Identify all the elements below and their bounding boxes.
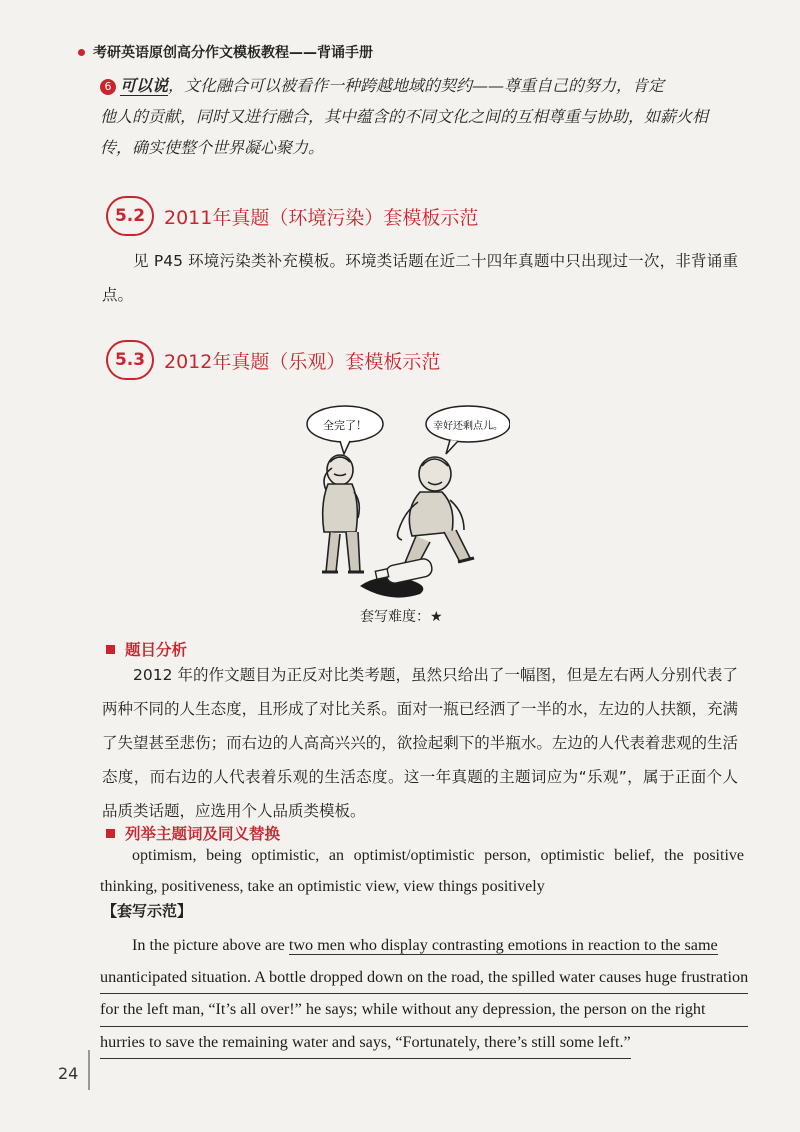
speech-bubble-tail bbox=[340, 441, 350, 454]
header-title: 考研英语原创高分作文模板教程——背诵手册 bbox=[93, 45, 373, 61]
square-bullet-icon bbox=[106, 829, 115, 838]
sample-essay bbox=[100, 930, 748, 1059]
section-number-badge: 5.2 bbox=[106, 196, 154, 236]
para6-lead: 可以说 bbox=[120, 76, 169, 95]
sad-man-figure bbox=[322, 455, 364, 572]
section-5-2-heading bbox=[106, 196, 478, 236]
para6-line3: 传，确实使整个世界凝心聚力。 bbox=[100, 138, 325, 157]
sample-line-1-underlined: two men who display contrasting emotions in reaction to the same bbox=[288, 936, 718, 954]
synonyms-heading-text: 列举主题词及同义替换 bbox=[125, 825, 281, 843]
spilled-bottle bbox=[360, 557, 433, 597]
speech-bubble-tail bbox=[446, 440, 458, 454]
section-5-3-heading bbox=[106, 340, 440, 380]
bubble-right-text: 幸好还剩点儿。 bbox=[433, 421, 503, 432]
page-number: 24 bbox=[58, 1064, 79, 1083]
sample-line-1 bbox=[100, 930, 748, 962]
sample-label: 【套写示范】 bbox=[102, 902, 193, 920]
sample-line-2: unanticipated situation. A bottle dropped down on the road, the spilled water causes huge frustration bbox=[100, 962, 748, 995]
square-bullet-icon bbox=[106, 645, 115, 654]
section-title: 2011年真题（环境污染）套模板示范 bbox=[164, 206, 479, 229]
para6-line2: 他人的贡献，同时又进行融合，其中蕴含的不同文化之间的互相尊重与协助，如薪火相 bbox=[100, 107, 709, 126]
synonyms-body: optimism, being optimistic, an optimist/optimistic person, optimistic belief, the positive thinking, positiveness, take an optimistic view, view things positively bbox=[100, 847, 744, 895]
difficulty-rating: 套写难度：★ bbox=[360, 609, 443, 625]
bullet-icon bbox=[78, 49, 85, 56]
running-header bbox=[78, 42, 373, 62]
happy-man-figure bbox=[398, 457, 475, 572]
sample-line-3: for the left man, “It’s all over!” he says; while without any depression, the person on the right bbox=[100, 994, 748, 1027]
para6-line1: ，文化融合可以被看作一种跨越地域的契约——尊重自己的努力，肯定 bbox=[168, 76, 665, 95]
analysis-body: 2012 年的作文题目为正反对比类考题，虽然只给出了一幅图，但是左右两人分别代表了两种不同的人生态度，且形成了对比关系。面对一瓶已经洒了一半的水，左边的人扶额，充满了失望甚至悲伤；而右边的人高高兴兴的，欲捡起剩下的半瓶水。左边的人代表着悲观的生活态度，而右边的人代表着乐观的生活态度。这一年真题的主题词应为“乐观”，属于正面个人品质类话题，应选用个人品质类模板。 bbox=[102, 666, 738, 820]
section-5-2-body: 见 P45 环境污染类补充模板。环境类话题在近二十四年真题中只出现过一次，非背诵重点。 bbox=[102, 252, 738, 304]
paragraph-number-badge: 6 bbox=[100, 79, 116, 95]
cartoon-illustration bbox=[300, 402, 510, 602]
page-number-rule bbox=[88, 1050, 90, 1090]
sample-line-1-plain: In the picture above are bbox=[132, 936, 289, 954]
paragraph-6 bbox=[100, 70, 740, 163]
analysis-heading bbox=[106, 638, 187, 660]
section-title: 2012年真题（乐观）套模板示范 bbox=[164, 350, 441, 373]
bubble-left-text: 全完了！ bbox=[323, 419, 367, 432]
sample-line-4: hurries to save the remaining water and says, “Fortunately, there’s still some left.” bbox=[100, 1027, 631, 1060]
analysis-heading-text: 题目分析 bbox=[125, 641, 188, 659]
section-number-badge: 5.3 bbox=[106, 340, 154, 380]
